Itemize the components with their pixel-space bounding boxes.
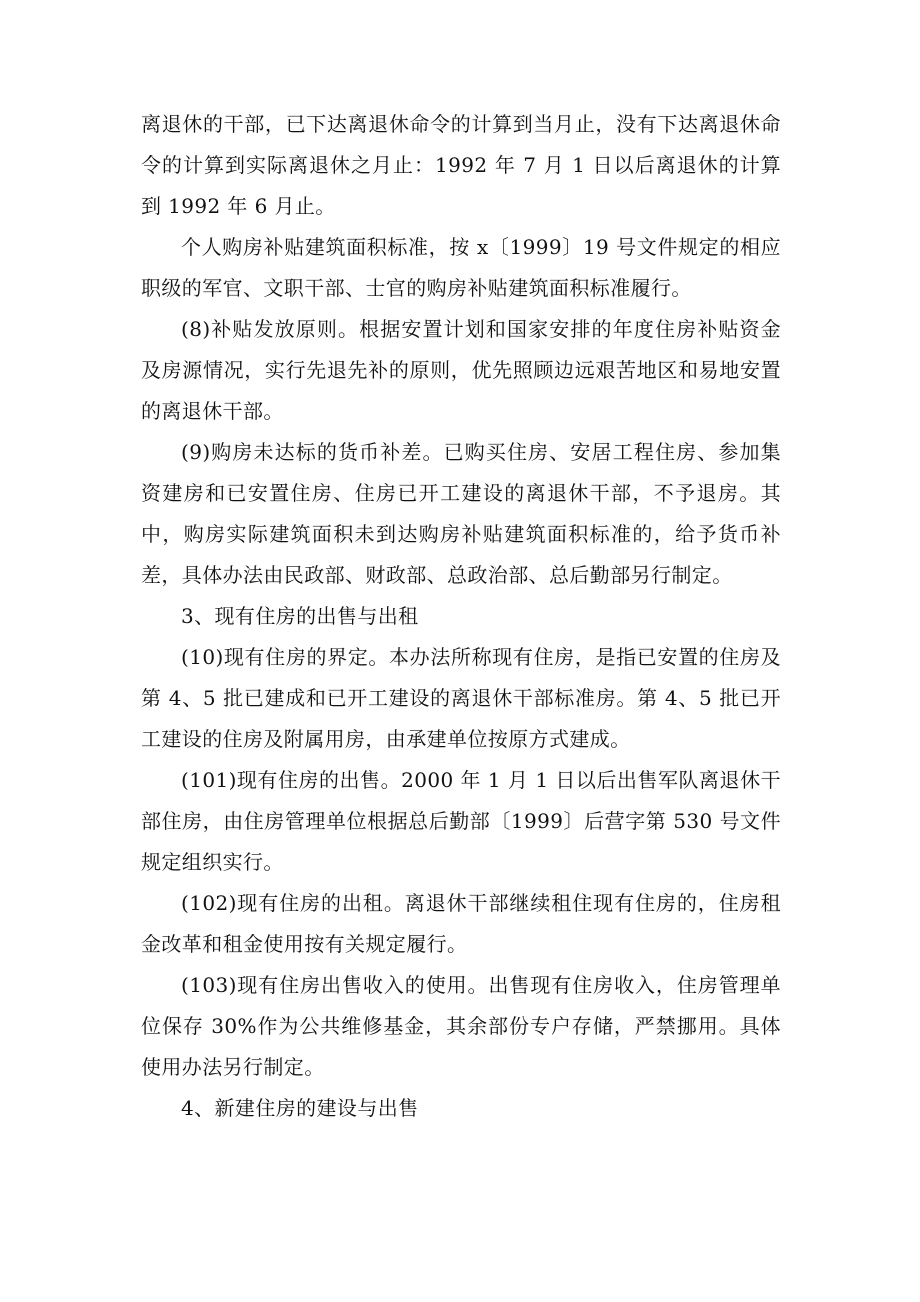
paragraph-subsidy-area-standard: 个人购房补贴建筑面积标准，按 x〔1999〕19 号文件规定的相应职级的军官、文职干部、士官的购房补贴建筑面积标准履行。 bbox=[141, 235, 781, 300]
paragraph-item-101: (101)现有住房的出售。2000 年 1 月 1 日以后出售军队离退休干部住房，由住房管理单位根据总后勤部〔1999〕后营字第 530 号文件规定组织实行。 bbox=[141, 768, 781, 874]
paragraph-retirement-calculation: 离退休的干部，已下达离退休命令的计算到当月止，没有下达离退休命令的计算到实际离退休之月止：1992 年 7 月 1 日以后离退休的计算到 1992 年 6 月止。 bbox=[141, 112, 781, 218]
paragraph-item-9: (9)购房未达标的货币补差。已购买住房、安居工程住房、参加集资建房和已安置住房、住房已开工建设的离退休干部，不予退房。其中，购房实际建筑面积未到达购房补贴建筑面积标准的，给予货币补差，具体办法由民政部、财政部、总政治部、总后勤部另行制定。 bbox=[141, 440, 781, 587]
section-heading-3: 3、现有住房的出售与出租 bbox=[181, 604, 419, 628]
paragraph-item-10: (10)现有住房的界定。本办法所称现有住房，是指已安置的住房及第 4、5 批已建成和已开工建设的离退休干部标准房。第 4、5 批已开工建设的住房及附属用房，由承建单位按原方式建成。 bbox=[141, 645, 781, 751]
paragraph-item-103: (103)现有住房出售收入的使用。出售现有住房收入，住房管理单位保存 30%作为公共维修基金，其余部份专户存储，严禁挪用。具体使用办法另行制定。 bbox=[141, 973, 781, 1079]
paragraph-item-102: (102)现有住房的出租。离退休干部继续租住现有住房的，住房租金改革和租金使用按有关规定履行。 bbox=[141, 891, 781, 956]
document-page bbox=[141, 104, 781, 1129]
section-heading-4: 4、新建住房的建设与出售 bbox=[181, 1096, 419, 1120]
paragraph-item-8: (8)补贴发放原则。根据安置计划和国家安排的年度住房补贴资金及房源情况，实行先退先补的原则，优先照顾边远艰苦地区和易地安置的离退休干部。 bbox=[141, 317, 781, 423]
